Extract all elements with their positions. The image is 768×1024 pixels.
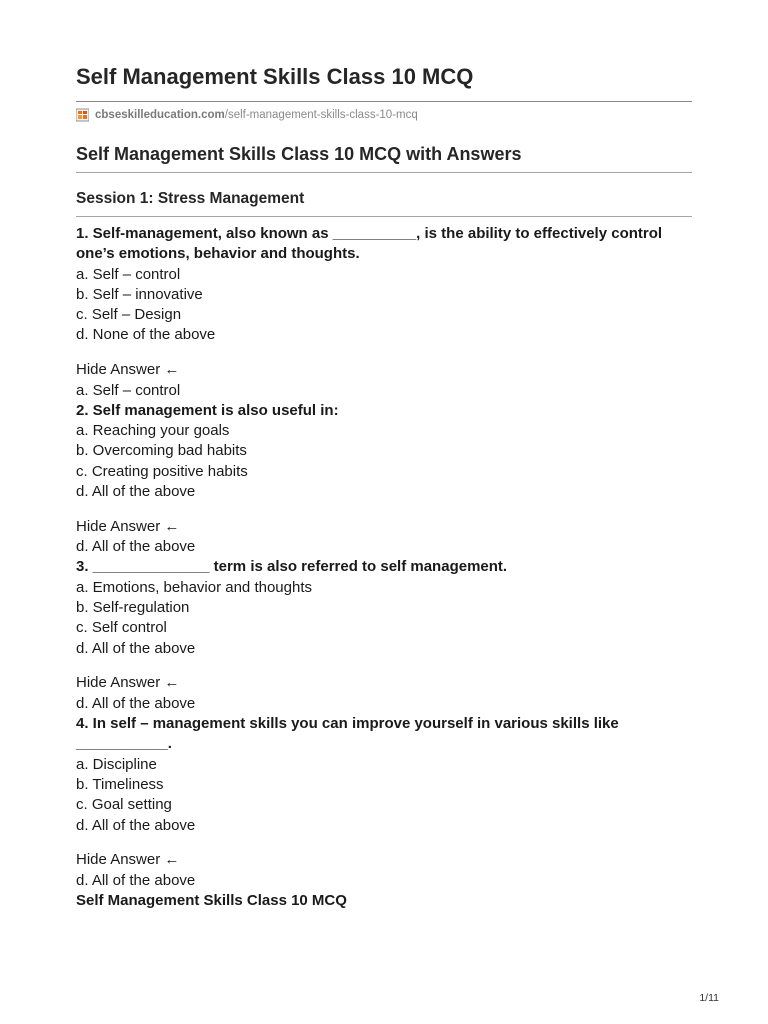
spacer bbox=[76, 659, 692, 674]
option: a. Discipline bbox=[76, 755, 157, 773]
option: c. Self – Design bbox=[76, 306, 182, 324]
option: b. Overcoming bad habits bbox=[76, 442, 247, 460]
answer-text: d. All of the above bbox=[76, 694, 196, 712]
option: c. Goal setting bbox=[76, 796, 172, 814]
hide-answer-toggle[interactable]: Hide Answer ← bbox=[76, 851, 180, 869]
title-divider bbox=[76, 101, 692, 102]
hide-answer-toggle[interactable]: Hide Answer ← bbox=[76, 517, 180, 535]
session-divider bbox=[76, 216, 692, 217]
option: d. All of the above bbox=[76, 816, 196, 834]
article-subheading: Self Management Skills Class 10 MCQ with Answers bbox=[76, 144, 522, 164]
spacer bbox=[76, 502, 692, 517]
question-block bbox=[76, 557, 692, 714]
option: d. All of the above bbox=[76, 639, 196, 657]
source-link[interactable] bbox=[76, 106, 418, 124]
question-block bbox=[76, 224, 692, 401]
question-block bbox=[76, 714, 692, 891]
question-text: 4. In self – management skills you can improve yourself in various skills like ___________. bbox=[76, 715, 619, 753]
page-number: 1/11 bbox=[699, 992, 719, 1004]
subheading-divider bbox=[76, 172, 692, 173]
option: b. Timeliness bbox=[76, 775, 164, 793]
answer-text: d. All of the above bbox=[76, 538, 196, 556]
option: a. Self – control bbox=[76, 265, 181, 283]
mcq-list bbox=[76, 224, 692, 911]
question-text: 2. Self management is also useful in: bbox=[76, 401, 339, 419]
answer-text: a. Self – control bbox=[76, 381, 181, 399]
document-title: Self Management Skills Class 10 MCQ bbox=[76, 64, 474, 89]
option: d. All of the above bbox=[76, 483, 196, 501]
option: d. None of the above bbox=[76, 326, 216, 344]
question-block bbox=[76, 401, 692, 558]
hide-answer-toggle[interactable]: Hide Answer ← bbox=[76, 674, 180, 692]
hide-answer-toggle[interactable]: Hide Answer ← bbox=[76, 361, 180, 379]
option: a. Emotions, behavior and thoughts bbox=[76, 578, 312, 596]
session-heading: Session 1: Stress Management bbox=[76, 190, 305, 207]
option: a. Reaching your goals bbox=[76, 422, 230, 440]
spacer bbox=[76, 836, 692, 851]
option: c. Creating positive habits bbox=[76, 462, 248, 480]
answer-text: d. All of the above bbox=[76, 871, 196, 889]
site-favicon-icon bbox=[76, 108, 89, 122]
source-domain[interactable]: cbseskilleducation.com bbox=[95, 109, 225, 121]
question-text: 1. Self-management, also known as __________, is the ability to effectively control one’s emotions, behavior and thoughts. bbox=[76, 225, 663, 263]
question-text: 3. ______________ term is also referred to self management. bbox=[76, 558, 508, 576]
closing-heading: Self Management Skills Class 10 MCQ bbox=[76, 891, 347, 909]
source-path[interactable]: /self-management-skills-class-10-mcq bbox=[224, 109, 418, 121]
option: b. Self-regulation bbox=[76, 599, 190, 617]
spacer bbox=[76, 346, 692, 361]
option: c. Self control bbox=[76, 619, 167, 637]
option: b. Self – innovative bbox=[76, 285, 203, 303]
